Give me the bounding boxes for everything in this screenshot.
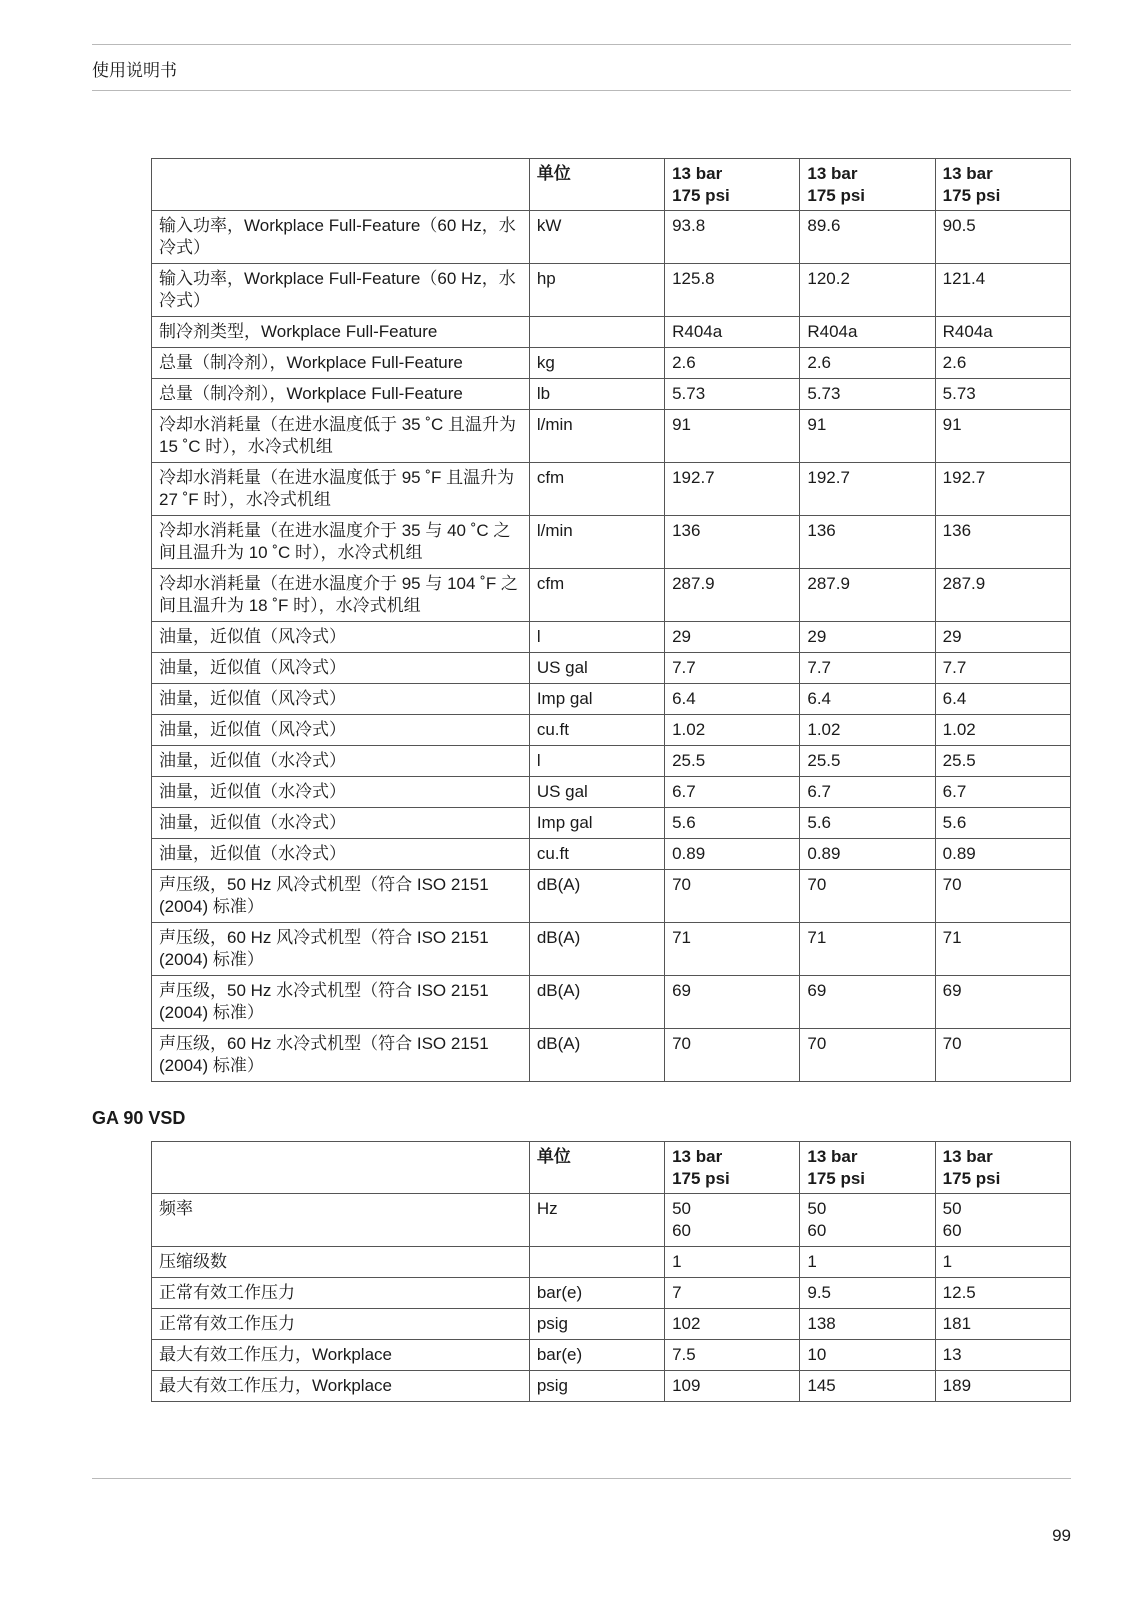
spec-table-1 xyxy=(151,158,1071,1082)
cell-parameter: 压缩级数 xyxy=(152,1247,530,1278)
spec-table-2 xyxy=(151,1141,1071,1402)
cell-value: 70 xyxy=(935,870,1070,923)
cell-parameter: 油量，近似值（水冷式） xyxy=(152,808,530,839)
cell-value: 6.4 xyxy=(935,684,1070,715)
cell-value: 70 xyxy=(665,870,800,923)
cell-unit: hp xyxy=(529,264,664,317)
cell-value: 7.7 xyxy=(800,653,935,684)
cell-unit: psig xyxy=(529,1371,664,1402)
cell-value: 70 xyxy=(665,1029,800,1082)
cell-parameter: 总量（制冷剂），Workplace Full-Feature xyxy=(152,348,530,379)
cell-value: 0.89 xyxy=(800,839,935,870)
cell-value: 2.6 xyxy=(935,348,1070,379)
cell-unit: dB(A) xyxy=(529,1029,664,1082)
table-row xyxy=(152,1247,1071,1278)
table-row xyxy=(152,317,1071,348)
cell-value: 71 xyxy=(665,923,800,976)
cell-value: 7.7 xyxy=(935,653,1070,684)
header-cell-pressure: 13 bar 175 psi xyxy=(665,1142,800,1194)
table-row xyxy=(152,746,1071,777)
cell-unit: lb xyxy=(529,379,664,410)
cell-value: 13 xyxy=(935,1340,1070,1371)
cell-unit: cfm xyxy=(529,463,664,516)
table-row xyxy=(152,211,1071,264)
cell-value: 6.7 xyxy=(665,777,800,808)
cell-parameter: 油量，近似值（水冷式） xyxy=(152,777,530,808)
cell-unit: Imp gal xyxy=(529,684,664,715)
cell-parameter: 油量，近似值（风冷式） xyxy=(152,684,530,715)
cell-unit: cu.ft xyxy=(529,715,664,746)
table-row xyxy=(152,410,1071,463)
cell-value: 2.6 xyxy=(665,348,800,379)
cell-value: 136 xyxy=(800,516,935,569)
cell-unit: US gal xyxy=(529,653,664,684)
cell-parameter: 油量，近似值（风冷式） xyxy=(152,715,530,746)
table-row xyxy=(152,1278,1071,1309)
cell-value: 1.02 xyxy=(665,715,800,746)
cell-parameter: 冷却水消耗量（在进水温度介于 35 与 40 ˚C 之间且温升为 10 ˚C 时），水冷式机组 xyxy=(152,516,530,569)
table-row xyxy=(152,808,1071,839)
header-bottom-rule xyxy=(92,90,1071,91)
cell-value: 189 xyxy=(935,1371,1070,1402)
cell-value: 69 xyxy=(800,976,935,1029)
cell-value: 29 xyxy=(800,622,935,653)
cell-value: 50 60 xyxy=(800,1194,935,1247)
cell-value: 70 xyxy=(935,1029,1070,1082)
cell-value: 25.5 xyxy=(800,746,935,777)
cell-parameter: 声压级，50 Hz 风冷式机型（符合 ISO 2151 (2004) 标准） xyxy=(152,870,530,923)
table-row xyxy=(152,1340,1071,1371)
cell-value: 10 xyxy=(800,1340,935,1371)
cell-value: 93.8 xyxy=(665,211,800,264)
cell-value: 192.7 xyxy=(935,463,1070,516)
cell-parameter: 油量，近似值（水冷式） xyxy=(152,746,530,777)
cell-value: 181 xyxy=(935,1309,1070,1340)
table-row xyxy=(152,463,1071,516)
cell-unit: l/min xyxy=(529,410,664,463)
cell-value: 145 xyxy=(800,1371,935,1402)
cell-value: 287.9 xyxy=(665,569,800,622)
cell-unit: dB(A) xyxy=(529,870,664,923)
cell-parameter: 输入功率，Workplace Full-Feature（60 Hz，水冷式） xyxy=(152,264,530,317)
cell-parameter: 声压级，60 Hz 风冷式机型（符合 ISO 2151 (2004) 标准） xyxy=(152,923,530,976)
table-row xyxy=(152,684,1071,715)
table-row xyxy=(152,923,1071,976)
cell-value: 69 xyxy=(665,976,800,1029)
cell-value: 6.7 xyxy=(800,777,935,808)
cell-unit xyxy=(529,317,664,348)
cell-value: 120.2 xyxy=(800,264,935,317)
cell-parameter: 声压级，50 Hz 水冷式机型（符合 ISO 2151 (2004) 标准） xyxy=(152,976,530,1029)
cell-value: 5.73 xyxy=(665,379,800,410)
document-title: 使用说明书 xyxy=(92,61,177,80)
cell-value: 287.9 xyxy=(935,569,1070,622)
cell-value: 5.6 xyxy=(800,808,935,839)
cell-value: R404a xyxy=(800,317,935,348)
cell-parameter: 输入功率，Workplace Full-Feature（60 Hz，水冷式） xyxy=(152,211,530,264)
cell-value: 1.02 xyxy=(800,715,935,746)
table-row xyxy=(152,569,1071,622)
cell-unit: bar(e) xyxy=(529,1340,664,1371)
cell-value: 136 xyxy=(665,516,800,569)
cell-value: 90.5 xyxy=(935,211,1070,264)
cell-value: 138 xyxy=(800,1309,935,1340)
cell-unit: Imp gal xyxy=(529,808,664,839)
table-row xyxy=(152,1194,1071,1247)
cell-value: 29 xyxy=(935,622,1070,653)
table-row xyxy=(152,976,1071,1029)
cell-unit: l/min xyxy=(529,516,664,569)
cell-parameter: 正常有效工作压力 xyxy=(152,1309,530,1340)
cell-parameter: 油量，近似值（风冷式） xyxy=(152,622,530,653)
cell-parameter: 制冷剂类型，Workplace Full-Feature xyxy=(152,317,530,348)
cell-unit: cfm xyxy=(529,569,664,622)
cell-unit: kW xyxy=(529,211,664,264)
cell-value: 7.7 xyxy=(665,653,800,684)
cell-value: 136 xyxy=(935,516,1070,569)
header-cell-pressure: 13 bar 175 psi xyxy=(935,1142,1070,1194)
cell-unit: l xyxy=(529,746,664,777)
cell-value: 50 60 xyxy=(665,1194,800,1247)
table-row xyxy=(152,348,1071,379)
footer-rule xyxy=(92,1478,1071,1479)
cell-value: 0.89 xyxy=(665,839,800,870)
table-row xyxy=(152,715,1071,746)
cell-unit: cu.ft xyxy=(529,839,664,870)
header-cell-empty xyxy=(152,1142,530,1194)
cell-value: 25.5 xyxy=(935,746,1070,777)
header-cell-pressure: 13 bar 175 psi xyxy=(935,159,1070,211)
table-row xyxy=(152,1029,1071,1082)
header-cell-empty xyxy=(152,159,530,211)
cell-value: 70 xyxy=(800,1029,935,1082)
cell-value: 12.5 xyxy=(935,1278,1070,1309)
cell-unit: Hz xyxy=(529,1194,664,1247)
cell-parameter: 总量（制冷剂），Workplace Full-Feature xyxy=(152,379,530,410)
header-cell-pressure: 13 bar 175 psi xyxy=(800,159,935,211)
cell-value: 1 xyxy=(800,1247,935,1278)
cell-value: 6.7 xyxy=(935,777,1070,808)
cell-unit: psig xyxy=(529,1309,664,1340)
section-heading: GA 90 VSD xyxy=(92,1108,186,1128)
cell-unit: l xyxy=(529,622,664,653)
page-number: 99 xyxy=(1052,1526,1071,1545)
cell-value: 6.4 xyxy=(800,684,935,715)
table-header-row xyxy=(152,1142,1071,1194)
table-row xyxy=(152,653,1071,684)
table-row xyxy=(152,870,1071,923)
cell-value: 9.5 xyxy=(800,1278,935,1309)
header-cell-unit: 单位 xyxy=(529,1142,664,1194)
cell-value: 109 xyxy=(665,1371,800,1402)
cell-value: 5.6 xyxy=(935,808,1070,839)
cell-value: 192.7 xyxy=(800,463,935,516)
cell-value: 69 xyxy=(935,976,1070,1029)
cell-value: 91 xyxy=(665,410,800,463)
cell-unit xyxy=(529,1247,664,1278)
cell-unit: kg xyxy=(529,348,664,379)
cell-parameter: 油量，近似值（水冷式） xyxy=(152,839,530,870)
cell-value: 29 xyxy=(665,622,800,653)
cell-value: 89.6 xyxy=(800,211,935,264)
cell-value: 125.8 xyxy=(665,264,800,317)
cell-parameter: 冷却水消耗量（在进水温度低于 35 ˚C 且温升为 15 ˚C 时），水冷式机组 xyxy=(152,410,530,463)
cell-value: 1 xyxy=(935,1247,1070,1278)
cell-parameter: 冷却水消耗量（在进水温度低于 95 ˚F 且温升为 27 ˚F 时），水冷式机组 xyxy=(152,463,530,516)
cell-unit: dB(A) xyxy=(529,976,664,1029)
cell-value: 6.4 xyxy=(665,684,800,715)
cell-value: 7.5 xyxy=(665,1340,800,1371)
table-row xyxy=(152,379,1071,410)
cell-parameter: 油量，近似值（风冷式） xyxy=(152,653,530,684)
cell-value: 287.9 xyxy=(800,569,935,622)
cell-value: R404a xyxy=(935,317,1070,348)
cell-value: 5.6 xyxy=(665,808,800,839)
table-header-row xyxy=(152,159,1071,211)
cell-value: 91 xyxy=(800,410,935,463)
cell-value: 50 60 xyxy=(935,1194,1070,1247)
cell-parameter: 最大有效工作压力，Workplace xyxy=(152,1371,530,1402)
table-row xyxy=(152,622,1071,653)
cell-value: 71 xyxy=(800,923,935,976)
table-row xyxy=(152,839,1071,870)
cell-value: 25.5 xyxy=(665,746,800,777)
table-row xyxy=(152,1371,1071,1402)
cell-value: 1.02 xyxy=(935,715,1070,746)
table-row xyxy=(152,264,1071,317)
table-row xyxy=(152,1309,1071,1340)
cell-parameter: 最大有效工作压力，Workplace xyxy=(152,1340,530,1371)
cell-value: 102 xyxy=(665,1309,800,1340)
cell-value: 2.6 xyxy=(800,348,935,379)
cell-value: 121.4 xyxy=(935,264,1070,317)
header-top-rule xyxy=(92,44,1071,45)
cell-value: 5.73 xyxy=(800,379,935,410)
cell-value: 7 xyxy=(665,1278,800,1309)
cell-value: 0.89 xyxy=(935,839,1070,870)
cell-parameter: 冷却水消耗量（在进水温度介于 95 与 104 ˚F 之间且温升为 18 ˚F 时），水冷式机组 xyxy=(152,569,530,622)
cell-unit: bar(e) xyxy=(529,1278,664,1309)
cell-unit: dB(A) xyxy=(529,923,664,976)
header-cell-unit: 单位 xyxy=(529,159,664,211)
cell-parameter: 声压级，60 Hz 水冷式机型（符合 ISO 2151 (2004) 标准） xyxy=(152,1029,530,1082)
header-cell-pressure: 13 bar 175 psi xyxy=(665,159,800,211)
cell-value: 70 xyxy=(800,870,935,923)
table-row xyxy=(152,777,1071,808)
cell-parameter: 正常有效工作压力 xyxy=(152,1278,530,1309)
cell-parameter: 频率 xyxy=(152,1194,530,1247)
cell-value: 192.7 xyxy=(665,463,800,516)
table-row xyxy=(152,516,1071,569)
header-cell-pressure: 13 bar 175 psi xyxy=(800,1142,935,1194)
cell-value: R404a xyxy=(665,317,800,348)
cell-value: 91 xyxy=(935,410,1070,463)
cell-value: 5.73 xyxy=(935,379,1070,410)
cell-value: 1 xyxy=(665,1247,800,1278)
cell-unit: US gal xyxy=(529,777,664,808)
cell-value: 71 xyxy=(935,923,1070,976)
